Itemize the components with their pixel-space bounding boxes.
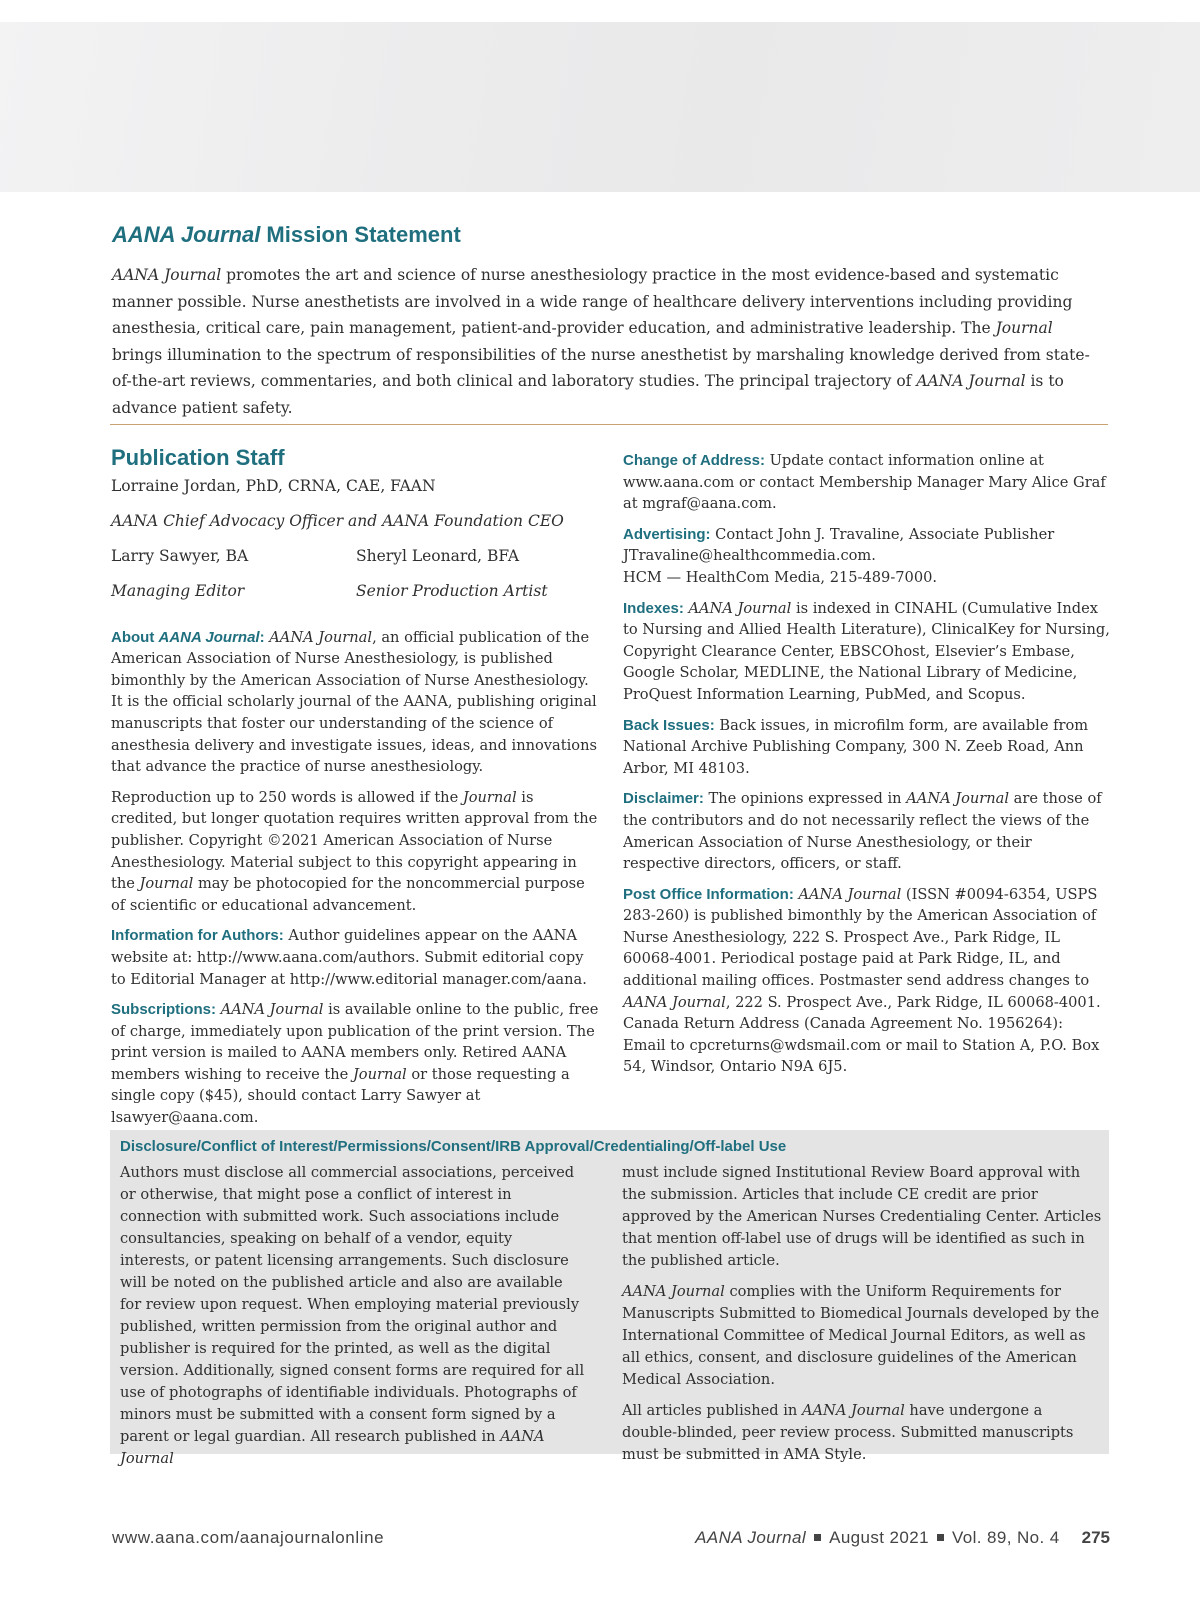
disclosure-paragraph-1-cont: must include signed Institutional Review Board approval with the submission. Articles that include CE credit are prior approved by the American Nurses Credentialing Center. Articles that mention off-label use of drugs will be identified as such in the published article. (622, 1164, 1102, 1269)
footer-url[interactable]: www.aana.com/aanajournalonline (112, 1528, 385, 1547)
address-paragraph: Change of Address: Update contact information online at www.aana.com or contact Membership Manager Mary Alice Graf at mgraf@aana.com. (623, 452, 1106, 513)
advertising-paragraph: Advertising: Contact John J. Travaline, Associate Publisher JTravaline@healthcommedia.com. HCM — HealthCom Media, 215-489-7000. (623, 525, 1055, 586)
disclosure-paragraph-1: Authors must disclose all commercial associations, perceived or otherwise, that might pose a conflict of interest in connection with submitted work. Such associations include consultancies, speaking on behalf of a vendor, equity interests, or patent licensing arrangements. Such disclosure will be noted on the published article and also are available for review upon request. When employing material previously published, written permission from the original author and publisher is required for the printed, as well as the digital version. Additionally, signed consent forms are required for all use of photographs of identifiable individuals. Photographs of minors must be submitted with a consent form signed by a parent or legal guardian. All research published in AANA Journal (120, 1164, 585, 1467)
footer-citation: AANA Journal August 2021 Vol. 89, No. 4 275 (695, 1528, 1110, 1547)
artist-name: Sheryl Leonard, BFA (356, 546, 520, 565)
subscriptions-paragraph: Subscriptions: AANA Journal is available online to the public, free of charge, immediately upon publication of the print version. The print version is mailed to AANA members only. Retired AANA members wishing to receive the Journal or those requesting a single copy ($45), should contact Larry Sawyer at lsawyer@aana.com. (111, 1001, 599, 1127)
artist-block (356, 543, 601, 613)
page-number: 275 (1081, 1528, 1110, 1547)
left-column (111, 447, 601, 1138)
post-office-paragraph: Post Office Information: AANA Journal (ISSN #0094-6354, USPS 283-260) is published bimonthly by the American Association of Nurse Anesthesiology, 222 S. Prospect Ave., Park Ridge, IL 60068-4001. Periodical postage paid at Park Ridge, IL, and additional mailing offices. Postmaster send address changes to AANA Journal, 222 S. Prospect Ave., Park Ridge, IL 60068-4001. Canada Return Address (Canada Agreement No. 1956264): Email to cpcreturns@wdsmail.com or mail to Station A, P.O. Box 54, Windsor, Ontario N9A 6J5. (623, 885, 1101, 1076)
editor-name: Larry Sawyer, BA (111, 546, 249, 565)
back-issues-paragraph: Back Issues: Back issues, in microfilm form, are available from National Archive Publishing Company, 300 N. Zeeb Road, Ann Arbor, MI 48103. (623, 716, 1089, 777)
editor-block (111, 543, 356, 613)
disclosure-paragraph-2: AANA Journal complies with the Uniform Requirements for Manuscripts Submitted to Biomedical Journals developed by the International Committee of Medical Journal Editors, as well as all ethics, consent, and disclosure guidelines of the American Medical Association. (622, 1283, 1100, 1388)
square-bullet-icon (937, 1534, 944, 1541)
mission-title: AANA Journal Mission Statement (112, 222, 461, 247)
chief-name: Lorraine Jordan, PhD, CRNA, CAE, FAAN (111, 476, 436, 495)
reproduction-paragraph: Reproduction up to 250 words is allowed if the Journal is credited, but longer quotation requires written approval from the publisher. Copyright ©2021 American Association of Nurse Anesthesiology. Material subject to this copyright appearing in the Journal may be photocopied for the noncommercial purpose of scientific or educational advancement. (111, 788, 598, 914)
disclaimer-paragraph: Disclaimer: The opinions expressed in AANA Journal are those of the contributors and do not necessarily reflect the views of the American Association of Nurse Anesthesiology, or their respective directors, officers, or staff. (623, 790, 1102, 873)
disclosure-paragraph-3: All articles published in AANA Journal have undergone a double-blinded, peer review process. Submitted manuscripts must be submitted in AMA Style. (622, 1402, 1074, 1463)
editor-role: Managing Editor (111, 581, 245, 600)
disclosure-title: Disclosure/Conflict of Interest/Permissions/Consent/IRB Approval/Credentialing/Off-label Use (120, 1138, 787, 1155)
header-banner (0, 22, 1200, 192)
right-column (623, 450, 1110, 1087)
staff-title: Publication Staff (111, 445, 285, 470)
authors-paragraph: Information for Authors: Author guidelines appear on the AANA website at: http://www.aana.com/authors. Submit editorial copy to Editorial Manager at http://www.editorial manager.com/aana. (111, 927, 587, 988)
square-bullet-icon (814, 1534, 821, 1541)
disclosure-left (120, 1162, 585, 1479)
indexes-paragraph: Indexes: AANA Journal is indexed in CINAHL (Cumulative Index to Nursing and Allied Health Literature), ClinicalKey for Nursing, Copyright Clearance Center, EBSCOhost, Elsevier’s Embase, Google Scholar, MEDLINE, the National Library of Medicine, ProQuest Information Learning, PubMed, and Scopus. (623, 599, 1110, 703)
disclosure-box (110, 1130, 1109, 1467)
about-paragraph: About AANA Journal: AANA Journal, an official publication of the American Association of Nurse Anesthesiology, is published bimonthly by the American Association of Nurse Anesthesiology. It is the official scholarly journal of the AANA, publishing original manuscripts that foster our understanding of the science of anesthesia delivery and investigate issues, ideas, and innovations that advance the practice of nurse anesthesiology. (111, 628, 597, 776)
section-divider (110, 424, 1108, 425)
disclosure-right (622, 1162, 1102, 1475)
artist-role: Senior Production Artist (356, 581, 548, 600)
staff-grid (111, 543, 601, 613)
chief-role: AANA Chief Advocacy Officer and AANA Foundation CEO (111, 511, 564, 530)
mission-statement: AANA Journal promotes the art and science of nurse anesthesiology practice in the most evidence-based and systematic manner possible. Nurse anesthetists are involved in a wide range of healthcare delivery interventions including providing anesthesia, critical care, pain management, patient-and-provider education, and administrative leadership. The Journal brings illumination to the spectrum of responsibilities of the nurse anesthetist by marshaling knowledge derived from state-of-the-art reviews, commentaries, and both clinical and laboratory studies. The principal trajectory of AANA Journal is to advance patient safety. (112, 266, 1090, 417)
